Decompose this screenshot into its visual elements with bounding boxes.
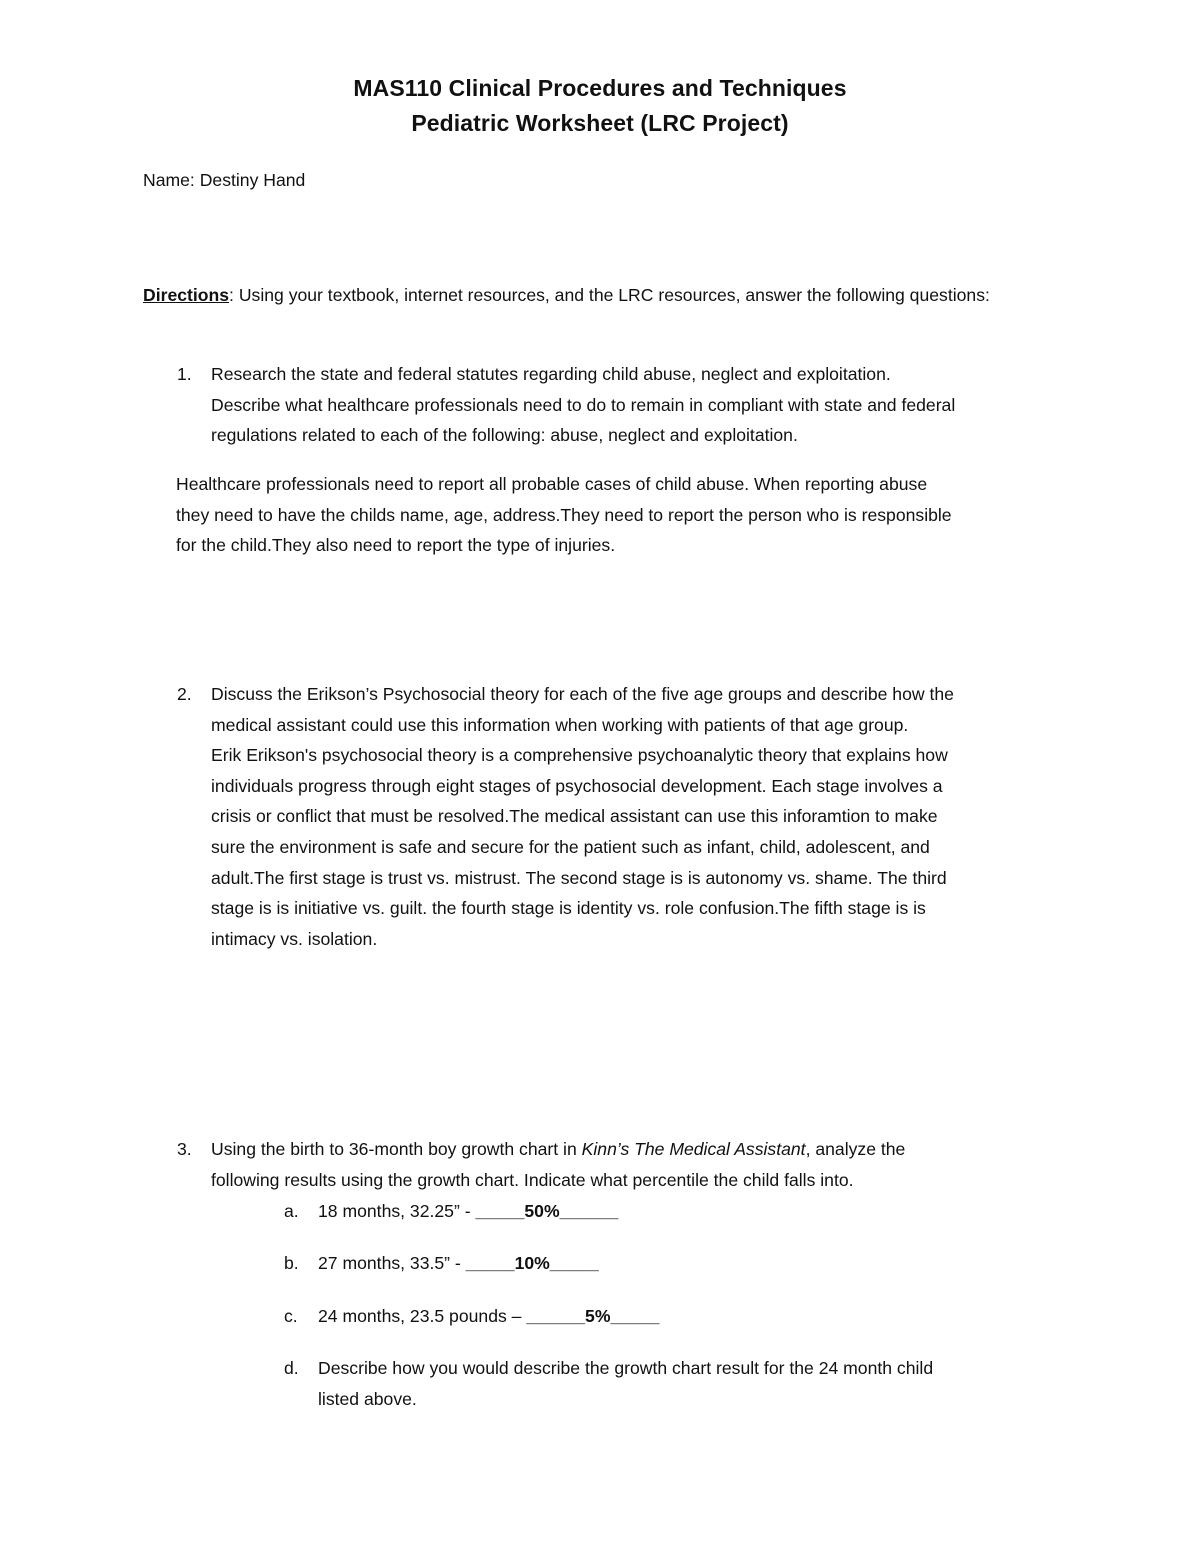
item-d-line: Describe how you would describe the growth chart result for the 24 month child [318,1358,934,1378]
question-3-number: 3. [177,1139,192,1159]
worksheet-title: Pediatric Worksheet (LRC Project) [411,110,789,136]
question-2-line: individuals progress through eight stages of psychosocial development. Each stage involves a [211,775,943,796]
item-a-prompt: 18 months, 32.25” - [318,1201,476,1221]
question-1-line: Research the state and federal statutes regarding child abuse, neglect and exploitation. [211,364,891,384]
item-b [318,1248,599,1279]
question-3-line1-pre: Using the birth to 36-month boy growth chart in [211,1139,582,1159]
question-2-prompt-and-answer [211,679,1071,954]
question-2-line: Discuss the Erikson’s Psychosocial theory for each of the five age groups and describe how the [211,684,954,704]
item-b-letter: b. [284,1253,299,1273]
question-1-line: Describe what healthcare professionals need to do to remain in compliant with state and federal [211,394,956,415]
item-c-letter: c. [284,1306,298,1326]
question-2-number: 2. [177,684,192,704]
item-b-prompt: 27 months, 33.5” - [318,1253,466,1273]
answer-1-line: for the child.They also need to report the type of injuries. [176,535,616,556]
question-3-line [211,1134,1071,1165]
question-2-line: stage is is initiative vs. guilt. the fourth stage is identity vs. role confusion.The fifth stage is is [211,898,926,919]
answer-1-line: they need to have the childs name, age, address.They need to report the person who is responsible [176,504,952,525]
item-d-letter: d. [284,1358,299,1378]
question-2-line: crisis or conflict that must be resolved.The medical assistant can use this inforamtion to make [211,806,938,827]
question-3-line: following results using the growth chart. Indicate what percentile the child falls into. [211,1169,854,1190]
question-1-answer [176,469,1076,561]
item-b-answer: _____10%_____ [465,1253,599,1273]
textbook-title: Kinn’s The Medical Assistant [581,1139,806,1159]
question-2-line: medical assistant could use this information when working with patients of that age group. [211,714,909,735]
question-2-line: intimacy vs. isolation. [211,928,378,949]
item-a-letter: a. [284,1201,299,1221]
answer-1-line: Healthcare professionals need to report all probable cases of child abuse. When reporting abuse [176,474,928,494]
question-2-line: sure the environment is safe and secure for the patient such as infant, child, adolescent, and [211,836,930,857]
item-a-answer: _____50%______ [475,1201,619,1221]
item-c [318,1301,659,1332]
question-3-prompt [211,1134,1071,1195]
item-d-line: listed above. [318,1388,417,1409]
question-2-line: Erik Erikson's psychosocial theory is a comprehensive psychoanalytic theory that explains how [211,745,948,766]
directions-text: : Using your textbook, internet resources, and the LRC resources, answer the following questions: [229,285,990,305]
item-c-prompt: 24 months, 23.5 pounds – [318,1306,527,1326]
student-name-line: Name: Destiny Hand [143,170,306,190]
directions-label: Directions [143,285,230,305]
item-c-answer: ______5%_____ [526,1306,660,1326]
question-1-line: regulations related to each of the following: abuse, neglect and exploitation. [211,425,798,446]
question-1-prompt [211,359,1071,451]
course-title: MAS110 Clinical Procedures and Techniques [353,75,847,101]
question-1-number: 1. [177,364,192,384]
directions-paragraph [143,280,1043,311]
item-d [318,1353,1078,1414]
question-2-line: adult.The first stage is trust vs. mistrust. The second stage is is autonomy vs. shame. The third [211,867,947,888]
question-3-line1-post: , analyze the [805,1139,906,1159]
item-a [318,1196,618,1227]
